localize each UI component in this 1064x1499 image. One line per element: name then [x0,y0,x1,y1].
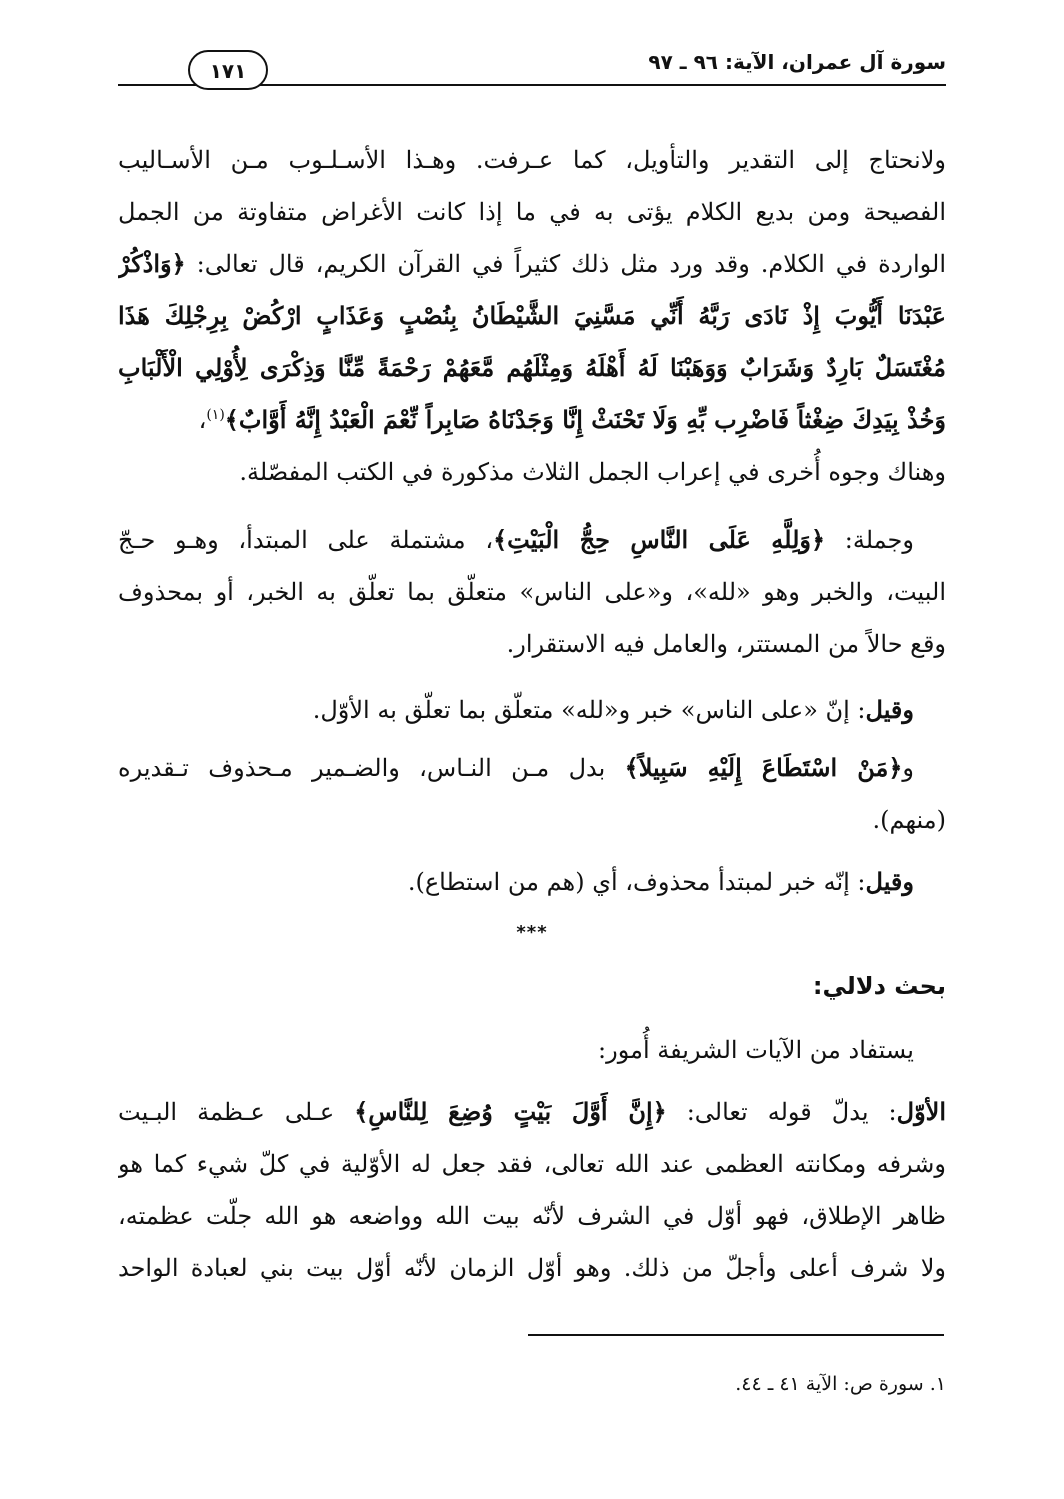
line-16-lead: الأوّل [896,1097,946,1126]
quran-line-5: مُغْتَسَلٌ بَارِدٌ وَشَرَابٌ وَوَهَبْنَا لَهُ أَهْلَهُ وَمِثْلَهُم مَّعَهُمْ رَحْمَةً مِّنَّا وَذِكْرَى لِأُوْلِي الْأَلْبَابِ [118,353,946,382]
text-line-10: وقع حالاً من المستتر، والعامل فيه الاستقرار. [506,630,946,658]
text-line-9: البيت، والخبر وهو «لله»، و«على الناس» متعلّق بما تعلّق به الخبر، أو بمحذوف [118,578,946,606]
text-line-19: ولا شرف أعلى وأجلّ من ذلك. وهو أوّل الزمان لأنّه أوّل بيت بني لعبادة الواحد [118,1254,946,1282]
text-line-8 [118,514,946,566]
quran-verse-start: ﴿وَاذْكُرْ [118,249,186,278]
page-number-badge: ١٧١ [188,50,268,90]
text-line-15: يستفاد من الآيات الشريفة أُمور: [598,1036,914,1064]
footnote-rule [528,1334,944,1336]
text-line-1: ولانحتاج إلى التقدير والتأويل، كما عـرفت. وهـذا الأسـلـوب مـن الأسـاليب [118,146,946,174]
line-12-a: و [902,754,914,782]
footnote: ١. سورة ص: الآية ٤١ ـ ٤٤. [735,1373,946,1395]
text-line-17: وشرفه ومكانته العظمى عند الله تعالى، فقد جعل له الأوّلية في كلّ شيء كما هو [118,1150,946,1178]
quran-hajj: ﴿وَلِلَّهِ عَلَى النَّاسِ حِجُّ الْبَيْتِ﴾ [493,525,826,554]
line-6-tail: ، [198,406,207,434]
section-separator: *** [516,922,548,943]
line-11-text: : إنّ «على الناس» خبر و«لله» متعلّق بما تعلّق به الأوّل. [312,696,866,724]
chapter-title: سورة آل عمران، الآية: ٩٦ ـ ٩٧ [648,50,946,74]
text-line-18: ظاهر الإطلاق، فهو أوّل في الشرف لأنّه بيت الله وواضعه هو الله جلّت عظمته، [118,1202,946,1230]
footnote-marker: (١) [206,407,225,423]
text-line-7: وهناك وجوه أُخرى في إعراب الجمل الثلاث مذكورة في الكتب المفصّلة. [239,458,946,486]
text-line-12 [118,742,946,794]
quran-awwal-bayt: ﴿إِنَّ أَوَّلَ بَيْتٍ وُضِعَ لِلنَّاسِ﴾ [354,1097,667,1126]
quran-istata: ﴿مَنْ اسْتَطَاعَ إِلَيْهِ سَبِيلاً﴾ [624,753,903,782]
line-3-text: الواردة في الكلام. وقد ورد مثل ذلك كثيراً في القرآن الكريم، قال تعالى: [196,250,946,278]
line-16-b: عـلى عـظمة البـيت [118,1098,335,1126]
line-14-lead: وقيل [865,867,914,896]
quran-line-6 [118,394,946,446]
quran-line-4: عَبْدَنَا أَيُّوبَ إِذْ نَادَى رَبَّهُ أَنِّي مَسَّنِيَ الشَّيْطَانُ بِنُصْبٍ وَعَذَابٍ ارْكُضْ بِرِجْلِكَ هَذَا [118,301,946,330]
text-line-3 [118,238,946,290]
text-line-14 [118,856,946,908]
page-header [118,42,946,86]
line-11-lead: وقيل [865,695,914,724]
line-8-b: ، مشتملة على المبتدأ، وهـو حـجّ [118,526,494,554]
text-line-13: (منهم). [872,806,946,834]
text-line-11 [118,684,946,736]
line-12-b: بدل مـن النـاس، والضـمير مـحذوف تـقديره [118,754,606,782]
line-8-a: وجملة: [844,526,914,554]
text-line-2: الفصيحة ومن بديع الكلام يؤتى به في ما إذا كانت الأغراض متفاوتة من الجمل [118,198,946,226]
text-line-16 [118,1086,946,1138]
section-heading: بحث دلالي: [812,972,946,1000]
line-14-text: : إنّه خبر لمبتدأ محذوف، أي (هم من استطاع). [407,868,866,896]
line-16-a: : يدلّ قوله تعالى: [686,1098,897,1126]
quran-verse-end: وَخُذْ بِيَدِكَ ضِغْثاً فَاضْرِب بِّهِ وَلَا تَحْنَثْ إِنَّا وَجَدْنَاهُ صَابِراً نِّعْمَ الْعَبْدُ إِنَّهُ أَوَّابٌ﴾ [224,405,946,434]
